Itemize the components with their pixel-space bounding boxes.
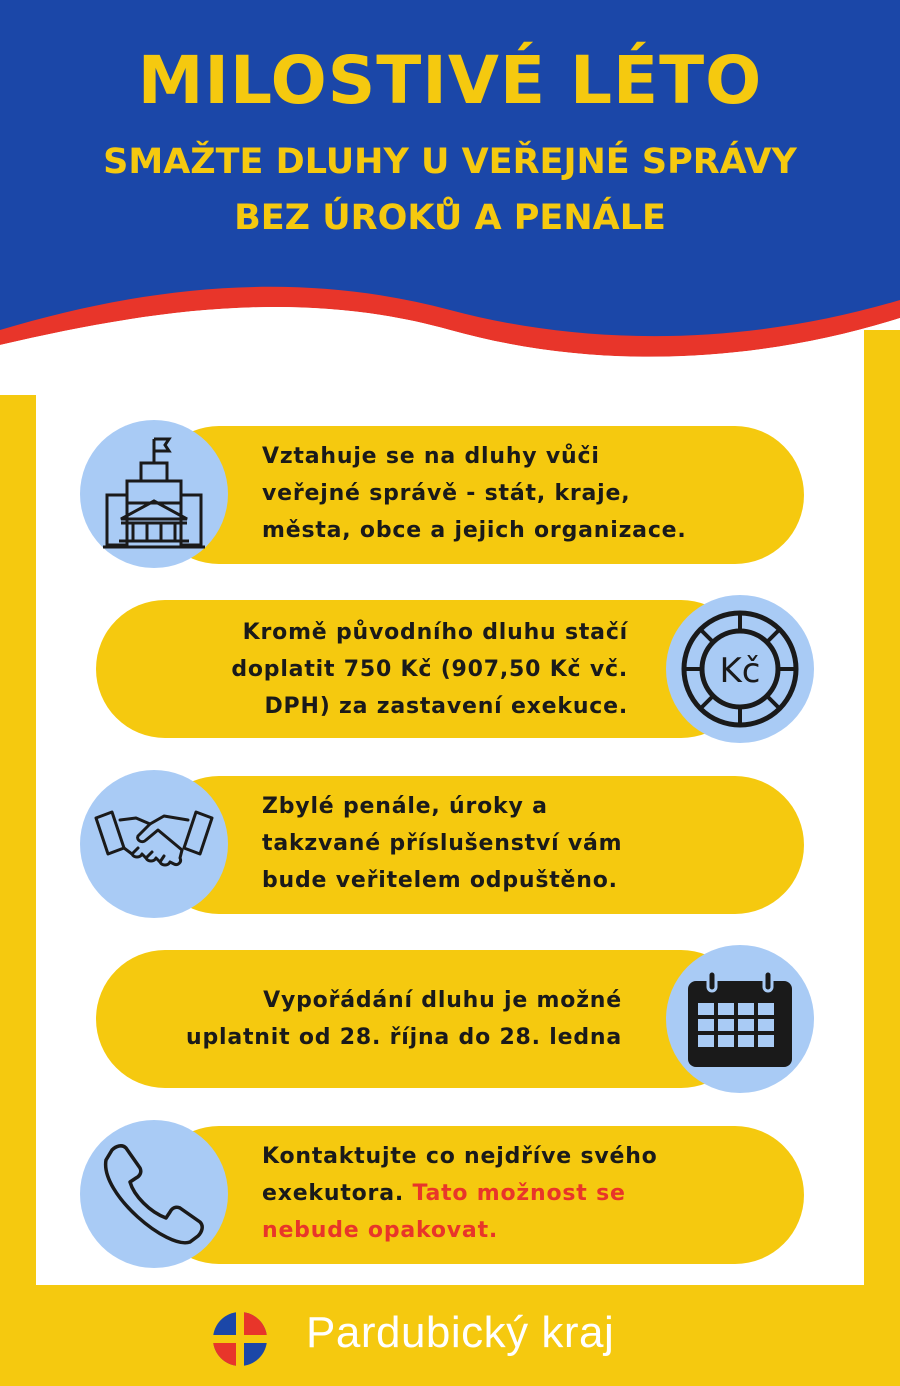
info-1-line-2: veřejné správě - stát, kraje,	[262, 481, 631, 506]
info-text-4	[120, 982, 622, 1056]
government-building-icon	[99, 435, 209, 553]
info-1-line-1: Vztahuje se na dluhy vůči	[262, 444, 600, 469]
header-banner	[0, 0, 900, 400]
info-5-line-1: Kontaktujte co nejdříve svého	[262, 1144, 658, 1169]
info-2-line-2: doplatit 750 Kč (907,50 Kč vč.	[231, 657, 628, 682]
info-2-line-1: Kromě původního dluhu stačí	[242, 620, 628, 645]
page-title: MILOSTIVÉ LÉTO	[137, 42, 763, 119]
brand-name: Pardubický kraj	[306, 1308, 615, 1357]
left-border	[0, 395, 36, 1300]
info-circle-1	[80, 420, 228, 568]
info-text-5	[262, 1138, 658, 1249]
info-3-line-1: Zbylé penále, úroky a	[262, 794, 548, 819]
koruna-coin-icon	[680, 609, 800, 729]
info-circle-3	[80, 770, 228, 918]
subtitle-line-1: SMAŽTE DLUHY U VEŘEJNÉ SPRÁVY	[103, 142, 797, 182]
subtitle-line-2: BEZ ÚROKŮ A PENÁLE	[234, 198, 666, 238]
koruna-symbol: Kč	[719, 651, 761, 691]
info-circle-5	[80, 1120, 228, 1268]
info-text-2	[150, 614, 628, 725]
info-text-1	[262, 438, 687, 549]
info-5-line-3-warning: nebude opakovat.	[262, 1218, 499, 1243]
info-1-line-3: města, obce a jejich organizace.	[262, 518, 687, 543]
info-5-line-2-normal: exekutora.	[262, 1181, 405, 1206]
handshake-icon	[92, 804, 216, 884]
info-5-line-2-warning: Tato možnost se	[412, 1181, 626, 1206]
info-circle-2	[666, 595, 814, 743]
right-border	[864, 330, 900, 1300]
calendar-icon	[684, 967, 796, 1071]
info-2-line-3: DPH) za zastavení exekuce.	[264, 694, 628, 719]
info-4-line-2: uplatnit od 28. října do 28. ledna	[185, 1025, 622, 1050]
info-5-line-2	[262, 1175, 658, 1212]
info-4-line-1: Vypořádání dluhu je možné	[263, 988, 622, 1013]
info-text-3	[262, 788, 622, 899]
info-circle-4	[666, 945, 814, 1093]
pardubice-region-logo-icon	[212, 1306, 268, 1372]
info-3-line-3: bude veřitelem odpuštěno.	[262, 868, 618, 893]
info-3-line-2: takzvané příslušenství vám	[262, 831, 623, 856]
phone-icon	[98, 1138, 210, 1250]
